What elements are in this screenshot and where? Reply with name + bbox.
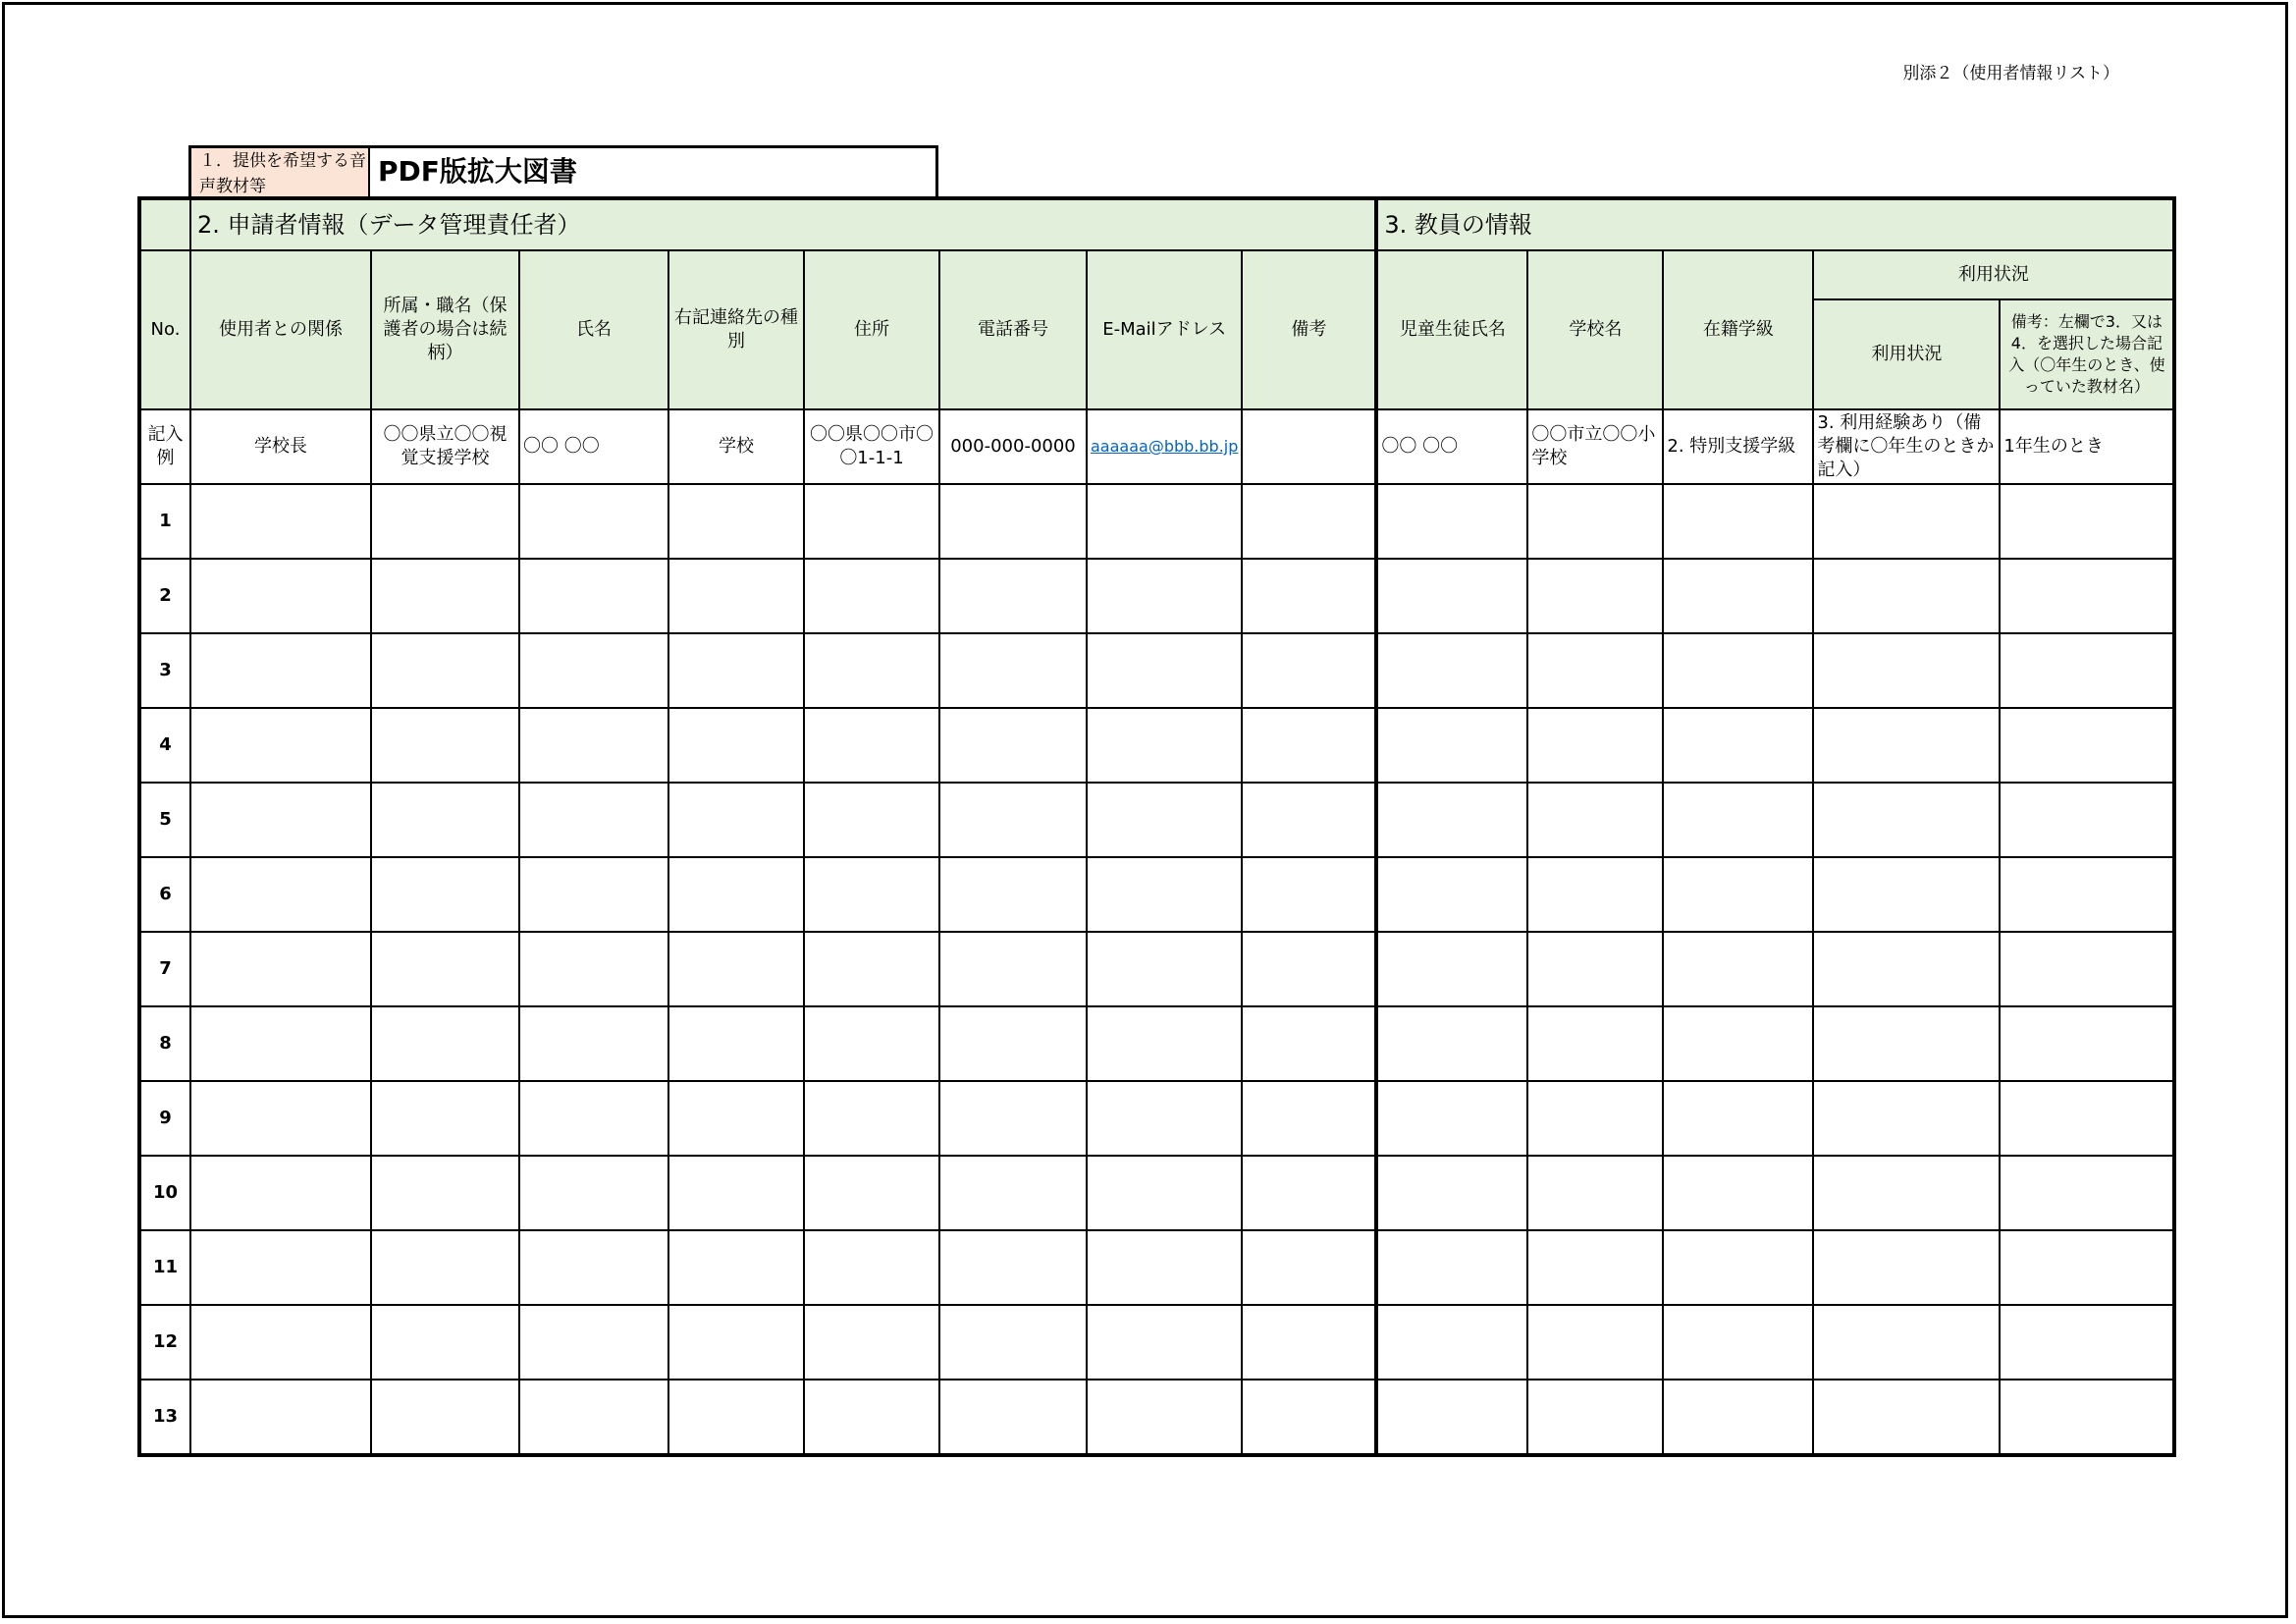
row-number: 13	[139, 1380, 190, 1455]
cell-relation[interactable]	[190, 1081, 371, 1156]
cell-student-name[interactable]	[1376, 708, 1527, 783]
cell-class[interactable]	[1663, 783, 1813, 857]
cell-student-name[interactable]	[1376, 1156, 1527, 1230]
cell-phone[interactable]	[939, 1305, 1087, 1380]
cell-school-name[interactable]	[1527, 1380, 1663, 1455]
cell-relation[interactable]	[190, 559, 371, 633]
cell-name[interactable]	[519, 1305, 668, 1380]
cell-address[interactable]	[804, 559, 939, 633]
cell-class[interactable]	[1663, 1380, 1813, 1455]
cell-affiliation[interactable]	[371, 1305, 519, 1380]
cell-name[interactable]	[519, 1380, 668, 1455]
cell-contact-type[interactable]	[668, 559, 804, 633]
cell-address[interactable]	[804, 1230, 939, 1305]
example-no: 記入例	[139, 409, 190, 484]
cell-name[interactable]	[519, 484, 668, 559]
cell-contact-type[interactable]	[668, 484, 804, 559]
cell-school-name[interactable]	[1527, 783, 1663, 857]
cell-usage[interactable]	[1813, 857, 2000, 932]
table-row	[139, 1380, 2174, 1455]
example-usage-remarks: 1年生のとき	[2000, 409, 2174, 484]
cell-email[interactable]	[1087, 1380, 1242, 1455]
cell-address[interactable]	[804, 932, 939, 1006]
cell-usage[interactable]	[1813, 932, 2000, 1006]
header-remarks: 備考	[1242, 250, 1376, 409]
cell-affiliation[interactable]	[371, 1006, 519, 1081]
cell-remarks[interactable]	[1242, 857, 1376, 932]
cell-student-name[interactable]	[1376, 559, 1527, 633]
row-number: 8	[139, 1006, 190, 1081]
header-usage: 利用状況	[1813, 299, 2000, 409]
table-row	[139, 932, 2174, 1006]
header-affiliation: 所属・職名（保護者の場合は続柄）	[371, 250, 519, 409]
cell-email[interactable]	[1087, 484, 1242, 559]
cell-usage-remarks[interactable]	[2000, 932, 2174, 1006]
cell-student-name[interactable]	[1376, 484, 1527, 559]
row-number: 12	[139, 1305, 190, 1380]
cell-address[interactable]	[804, 783, 939, 857]
cell-relation[interactable]	[190, 1006, 371, 1081]
cell-address[interactable]	[804, 708, 939, 783]
cell-usage-remarks[interactable]	[2000, 1230, 2174, 1305]
cell-contact-type[interactable]	[668, 932, 804, 1006]
cell-contact-type[interactable]	[668, 1380, 804, 1455]
cell-address[interactable]	[804, 1081, 939, 1156]
cell-affiliation[interactable]	[371, 708, 519, 783]
header-phone: 電話番号	[939, 250, 1087, 409]
cell-relation[interactable]	[190, 857, 371, 932]
example-remarks	[1242, 409, 1376, 484]
cell-usage[interactable]	[1813, 1305, 2000, 1380]
cell-school-name[interactable]	[1527, 1006, 1663, 1081]
header-name: 氏名	[519, 250, 668, 409]
row-number: 11	[139, 1230, 190, 1305]
cell-remarks[interactable]	[1242, 1305, 1376, 1380]
cell-affiliation[interactable]	[371, 559, 519, 633]
header-contact-type: 右記連絡先の種別	[668, 250, 804, 409]
cell-school-name[interactable]	[1527, 633, 1663, 708]
cell-address[interactable]	[804, 1156, 939, 1230]
row-number: 6	[139, 857, 190, 932]
cell-remarks[interactable]	[1242, 1156, 1376, 1230]
section-teacher: 3. 教員の情報	[1376, 198, 2174, 250]
cell-usage-remarks[interactable]	[2000, 1305, 2174, 1380]
cell-remarks[interactable]	[1242, 708, 1376, 783]
cell-relation[interactable]	[190, 1305, 371, 1380]
row-number: 4	[139, 708, 190, 783]
cell-class[interactable]	[1663, 1081, 1813, 1156]
cell-usage[interactable]	[1813, 1380, 2000, 1455]
cell-school-name[interactable]	[1527, 1081, 1663, 1156]
header-class: 在籍学級	[1663, 250, 1813, 409]
table-row	[139, 1006, 2174, 1081]
table-row	[139, 708, 2174, 783]
cell-remarks[interactable]	[1242, 1006, 1376, 1081]
cell-relation[interactable]	[190, 932, 371, 1006]
cell-email[interactable]	[1087, 1156, 1242, 1230]
cell-phone[interactable]	[939, 1380, 1087, 1455]
cell-affiliation[interactable]	[371, 484, 519, 559]
row-number: 9	[139, 1081, 190, 1156]
cell-address[interactable]	[804, 1006, 939, 1081]
material-box	[188, 145, 938, 196]
cell-student-name[interactable]	[1376, 783, 1527, 857]
cell-remarks[interactable]	[1242, 1081, 1376, 1156]
material-label: １．提供を希望する音声教材等	[191, 148, 370, 196]
cell-contact-type[interactable]	[668, 1081, 804, 1156]
cell-name[interactable]	[519, 1006, 668, 1081]
header-usage-remarks: 備考：左欄で3．又は4．を選択した場合記入（〇年生のとき、使っていた教材名）	[2000, 299, 2174, 409]
cell-phone[interactable]	[939, 1006, 1087, 1081]
cell-usage-remarks[interactable]	[2000, 559, 2174, 633]
cell-student-name[interactable]	[1376, 1305, 1527, 1380]
table-row	[139, 559, 2174, 633]
cell-usage[interactable]	[1813, 484, 2000, 559]
table-row	[139, 484, 2174, 559]
cell-relation[interactable]	[190, 484, 371, 559]
row-number: 3	[139, 633, 190, 708]
table-row	[139, 857, 2174, 932]
example-address: 〇〇県〇〇市〇〇1-1-1	[804, 409, 939, 484]
cell-address[interactable]	[804, 484, 939, 559]
cell-relation[interactable]	[190, 1230, 371, 1305]
cell-school-name[interactable]	[1527, 484, 1663, 559]
header-student-name: 児童生徒氏名	[1376, 250, 1527, 409]
cell-phone[interactable]	[939, 1156, 1087, 1230]
cell-phone[interactable]	[939, 559, 1087, 633]
cell-class[interactable]	[1663, 1156, 1813, 1230]
cell-contact-type[interactable]	[668, 1305, 804, 1380]
header-relation: 使用者との関係	[190, 250, 371, 409]
header-address: 住所	[804, 250, 939, 409]
cell-usage[interactable]	[1813, 559, 2000, 633]
cell-class[interactable]	[1663, 857, 1813, 932]
cell-student-name[interactable]	[1376, 633, 1527, 708]
cell-class[interactable]	[1663, 633, 1813, 708]
cell-name[interactable]	[519, 1230, 668, 1305]
cell-phone[interactable]	[939, 1081, 1087, 1156]
header-usage-group: 利用状況	[1813, 250, 2174, 299]
cell-class[interactable]	[1663, 708, 1813, 783]
cell-name[interactable]	[519, 857, 668, 932]
cell-class[interactable]	[1663, 1230, 1813, 1305]
cell-school-name[interactable]	[1527, 1156, 1663, 1230]
cell-class[interactable]	[1663, 559, 1813, 633]
cell-school-name[interactable]	[1527, 1230, 1663, 1305]
cell-phone[interactable]	[939, 633, 1087, 708]
cell-student-name[interactable]	[1376, 932, 1527, 1006]
cell-usage[interactable]	[1813, 1081, 2000, 1156]
cell-affiliation[interactable]	[371, 857, 519, 932]
example-school-name: 〇〇市立〇〇小学校	[1527, 409, 1663, 484]
cell-address[interactable]	[804, 857, 939, 932]
header-no: No.	[139, 250, 190, 409]
cell-contact-type[interactable]	[668, 857, 804, 932]
cell-email[interactable]	[1087, 932, 1242, 1006]
cell-address[interactable]	[804, 1380, 939, 1455]
cell-name[interactable]	[519, 559, 668, 633]
cell-student-name[interactable]	[1376, 1230, 1527, 1305]
table-row	[139, 783, 2174, 857]
cell-usage-remarks[interactable]	[2000, 633, 2174, 708]
cell-usage-remarks[interactable]	[2000, 1380, 2174, 1455]
row-number: 2	[139, 559, 190, 633]
cell-student-name[interactable]	[1376, 1081, 1527, 1156]
example-student-name: 〇〇 〇〇	[1376, 409, 1527, 484]
table-row	[139, 1156, 2174, 1230]
example-email-link[interactable]: aaaaaa@bbb.bb.jp	[1087, 409, 1242, 484]
cell-class[interactable]	[1663, 1305, 1813, 1380]
cell-email[interactable]	[1087, 783, 1242, 857]
cell-contact-type[interactable]	[668, 1156, 804, 1230]
cell-relation[interactable]	[190, 633, 371, 708]
cell-affiliation[interactable]	[371, 1380, 519, 1455]
cell-email[interactable]	[1087, 1305, 1242, 1380]
cell-student-name[interactable]	[1376, 857, 1527, 932]
user-info-table	[137, 196, 2176, 1457]
cell-usage-remarks[interactable]	[2000, 1006, 2174, 1081]
cell-school-name[interactable]	[1527, 857, 1663, 932]
cell-usage-remarks[interactable]	[2000, 484, 2174, 559]
annex-label: 別添２（使用者情報リスト）	[1902, 64, 2119, 83]
cell-email[interactable]	[1087, 633, 1242, 708]
example-phone: 000-000-0000	[939, 409, 1087, 484]
cell-contact-type[interactable]	[668, 708, 804, 783]
cell-usage[interactable]	[1813, 633, 2000, 708]
corner-cell	[139, 198, 190, 250]
cell-class[interactable]	[1663, 932, 1813, 1006]
cell-usage[interactable]	[1813, 1156, 2000, 1230]
cell-school-name[interactable]	[1527, 559, 1663, 633]
example-affiliation: 〇〇県立〇〇視覚支援学校	[371, 409, 519, 484]
cell-relation[interactable]	[190, 1156, 371, 1230]
material-value[interactable]: PDF版拡大図書	[378, 155, 577, 188]
cell-affiliation[interactable]	[371, 932, 519, 1006]
cell-contact-type[interactable]	[668, 633, 804, 708]
table-row	[139, 1305, 2174, 1380]
cell-remarks[interactable]	[1242, 559, 1376, 633]
cell-affiliation[interactable]	[371, 633, 519, 708]
cell-name[interactable]	[519, 783, 668, 857]
cell-usage-remarks[interactable]	[2000, 708, 2174, 783]
cell-remarks[interactable]	[1242, 633, 1376, 708]
cell-email[interactable]	[1087, 1081, 1242, 1156]
cell-class[interactable]	[1663, 484, 1813, 559]
cell-student-name[interactable]	[1376, 1006, 1527, 1081]
header-email: E-Mailアドレス	[1087, 250, 1242, 409]
cell-remarks[interactable]	[1242, 1380, 1376, 1455]
cell-email[interactable]	[1087, 857, 1242, 932]
cell-affiliation[interactable]	[371, 1230, 519, 1305]
cell-remarks[interactable]	[1242, 932, 1376, 1006]
row-number: 7	[139, 932, 190, 1006]
cell-usage-remarks[interactable]	[2000, 857, 2174, 932]
cell-school-name[interactable]	[1527, 1305, 1663, 1380]
header-school-name: 学校名	[1527, 250, 1663, 409]
cell-relation[interactable]	[190, 708, 371, 783]
example-class: 2. 特別支援学級	[1663, 409, 1813, 484]
cell-remarks[interactable]	[1242, 783, 1376, 857]
cell-usage[interactable]	[1813, 1230, 2000, 1305]
cell-relation[interactable]	[190, 1380, 371, 1455]
cell-affiliation[interactable]	[371, 783, 519, 857]
cell-usage-remarks[interactable]	[2000, 783, 2174, 857]
cell-school-name[interactable]	[1527, 932, 1663, 1006]
cell-name[interactable]	[519, 708, 668, 783]
cell-name[interactable]	[519, 1081, 668, 1156]
example-usage: 3. 利用経験あり（備考欄に〇年生のときか記入）	[1813, 409, 2000, 484]
row-number: 5	[139, 783, 190, 857]
cell-affiliation[interactable]	[371, 1156, 519, 1230]
cell-usage[interactable]	[1813, 1006, 2000, 1081]
cell-school-name[interactable]	[1527, 708, 1663, 783]
cell-phone[interactable]	[939, 708, 1087, 783]
example-contact-type: 学校	[668, 409, 804, 484]
cell-usage-remarks[interactable]	[2000, 1156, 2174, 1230]
cell-usage-remarks[interactable]	[2000, 1081, 2174, 1156]
cell-affiliation[interactable]	[371, 1081, 519, 1156]
cell-address[interactable]	[804, 1305, 939, 1380]
cell-usage[interactable]	[1813, 783, 2000, 857]
cell-email[interactable]	[1087, 1006, 1242, 1081]
example-name: 〇〇 〇〇	[519, 409, 668, 484]
table-row	[139, 1081, 2174, 1156]
table-row	[139, 633, 2174, 708]
cell-phone[interactable]	[939, 484, 1087, 559]
cell-phone[interactable]	[939, 1230, 1087, 1305]
cell-phone[interactable]	[939, 857, 1087, 932]
cell-email[interactable]	[1087, 559, 1242, 633]
cell-usage[interactable]	[1813, 708, 2000, 783]
cell-contact-type[interactable]	[668, 783, 804, 857]
cell-phone[interactable]	[939, 932, 1087, 1006]
cell-contact-type[interactable]	[668, 1230, 804, 1305]
section-applicant: 2. 申請者情報（データ管理責任者）	[190, 198, 1376, 250]
row-number: 10	[139, 1156, 190, 1230]
cell-relation[interactable]	[190, 783, 371, 857]
example-relation: 学校長	[190, 409, 371, 484]
cell-email[interactable]	[1087, 1230, 1242, 1305]
cell-name[interactable]	[519, 1156, 668, 1230]
cell-email[interactable]	[1087, 708, 1242, 783]
cell-name[interactable]	[519, 633, 668, 708]
cell-remarks[interactable]	[1242, 1230, 1376, 1305]
cell-class[interactable]	[1663, 1006, 1813, 1081]
row-number: 1	[139, 484, 190, 559]
table-row	[139, 1230, 2174, 1305]
cell-student-name[interactable]	[1376, 1380, 1527, 1455]
cell-remarks[interactable]	[1242, 484, 1376, 559]
cell-contact-type[interactable]	[668, 1006, 804, 1081]
cell-address[interactable]	[804, 633, 939, 708]
cell-phone[interactable]	[939, 783, 1087, 857]
cell-name[interactable]	[519, 932, 668, 1006]
